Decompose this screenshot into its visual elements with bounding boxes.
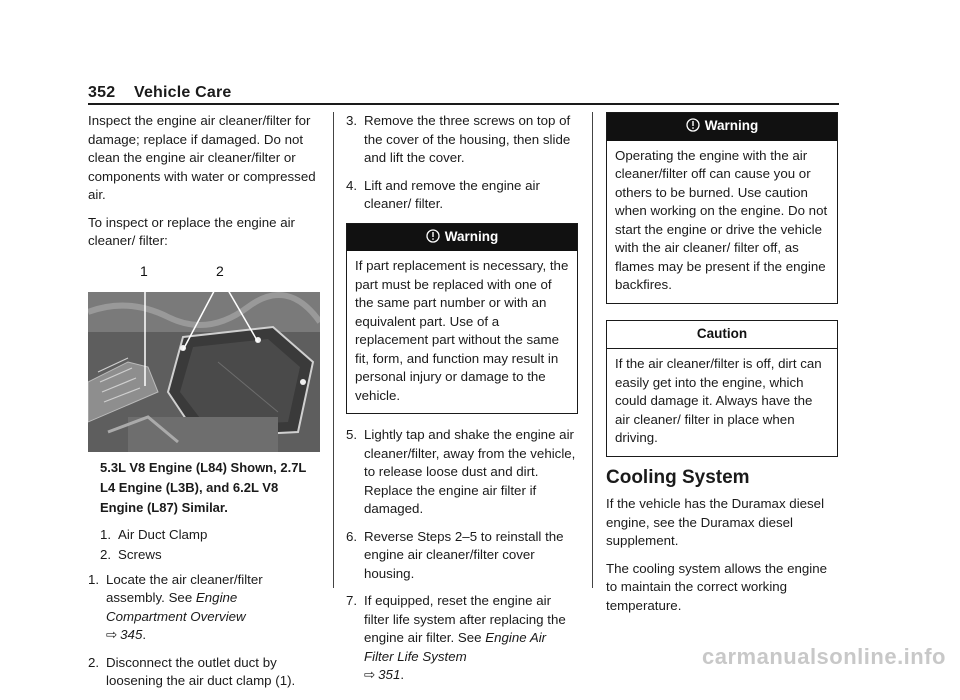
section-heading: Cooling System — [606, 466, 750, 488]
step-5: 5. Lightly tap and shake the engine air cleaner/filter, away from the vehicle, to release loose dust and dirt. Replace the engine air filter if damaged. — [346, 427, 576, 516]
paragraph: If the vehicle has the Duramax diesel engine, see the Duramax diesel supplement. — [606, 496, 825, 548]
column-divider — [592, 112, 593, 588]
engine-figure — [88, 260, 320, 452]
cross-reference-link[interactable]: Engine Air Filter Life System — [364, 630, 547, 664]
caution-box — [606, 320, 838, 457]
caution-header: Caution — [607, 321, 837, 350]
cross-reference-link[interactable]: Engine Compartment Overview — [106, 590, 246, 624]
figure-caption: 5.3L V8 Engine (L84) Shown, 2.7L L4 Engine (L3B), and 6.2L V8 Engine (L87) Similar. — [100, 459, 307, 515]
header-rule — [88, 103, 839, 105]
watermark: carmanualsonline.info — [702, 644, 946, 669]
callout-2: 2 — [216, 262, 224, 279]
page-reference[interactable]: 351 — [378, 667, 401, 682]
warning-header: Warning — [607, 113, 837, 141]
paragraph: The cooling system allows the engine to maintain the correct working temperature. — [606, 560, 827, 613]
step-3: 3. Remove the three screws on top of the cover of the housing, then slide and lift the cover. — [346, 113, 571, 165]
figure-legend — [88, 526, 320, 565]
column-1 — [88, 112, 320, 700]
warning-header: Warning — [347, 224, 577, 252]
warning-icon — [686, 118, 700, 132]
page-ref-icon: ⇨ — [364, 667, 376, 682]
legend-item: 1. Air Duct Clamp — [100, 526, 208, 542]
page-header — [88, 84, 232, 102]
caution-body: If the air cleaner/filter is off, dirt can easily get into the engine, which could damage it. Always have the air cleaner/ filter in place when driving. — [615, 356, 822, 445]
step-7: 7. If equipped, reset the engine air filter life system after replacing the engine air filter. See Engine Air Filter Life System ⇨ 351. — [346, 593, 566, 682]
page-ref-icon: ⇨ — [106, 627, 118, 642]
page-number: 352 — [88, 84, 116, 101]
warning-box — [606, 112, 838, 304]
warning-box — [346, 223, 578, 415]
callout-1: 1 — [140, 262, 148, 279]
column-divider — [333, 112, 334, 588]
warning-icon — [426, 229, 440, 243]
legend-item: 2. Screws — [100, 547, 162, 562]
section-title: Vehicle Care — [133, 84, 232, 101]
column-2 — [346, 112, 578, 694]
column-3 — [606, 112, 838, 624]
intro-paragraph: Inspect the engine air cleaner/filter for damage; replace if damaged. Do not clean the engine air cleaner/filter or components with water or compressed air. — [88, 113, 316, 202]
step-4: 4. Lift and remove the engine air cleaner/ filter. — [346, 177, 540, 211]
page-reference[interactable]: 345 — [120, 627, 143, 642]
step-1: 1. Locate the air cleaner/filter assembly. See Engine Compartment Overview ⇨ 345. — [88, 571, 263, 642]
step-2: 2. Disconnect the outlet duct by loosening the air duct clamp (1). — [88, 654, 296, 688]
step-6: 6. Reverse Steps 2–5 to reinstall the engine air cleaner/filter cover housing. — [346, 528, 564, 581]
warning-body: If part replacement is necessary, the part must be replaced with one of the same part number or with an equivalent part. Use of a replacement part without the same fit, form, and function may result in personal injury or damage to the vehicle. — [355, 258, 569, 403]
callout-leader-lines — [88, 260, 320, 452]
lead-paragraph: To inspect or replace the engine air cleaner/ filter: — [88, 214, 295, 248]
warning-body: Operating the engine with the air cleaner/filter off can cause you or others to be burned. Use caution when working on the engine. Do not start the engine or drive the vehicle with the air cleaner/ filter off, as flames may be present if the engine backfires. — [615, 147, 828, 292]
